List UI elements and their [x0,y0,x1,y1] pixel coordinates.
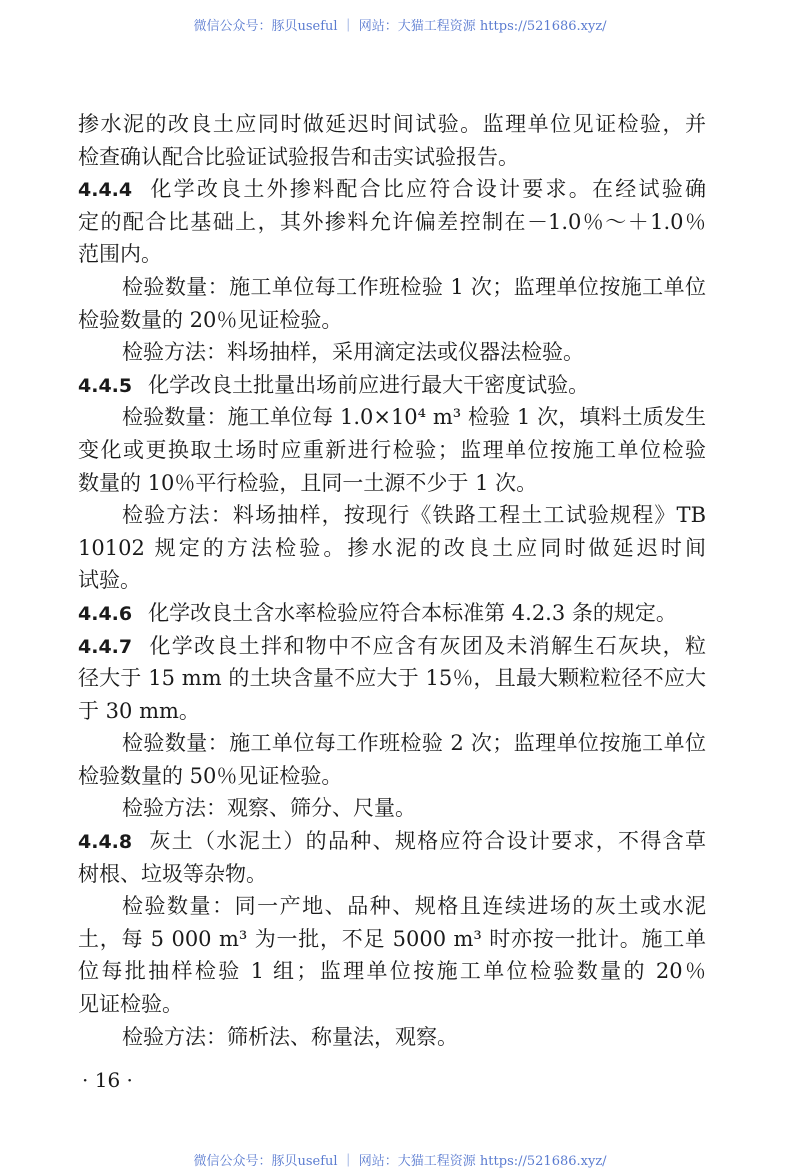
line-text: 试验。 [78,568,141,593]
paragraph [78,1021,706,1054]
text-line [78,727,706,760]
paragraph [78,890,706,1020]
line-text: 定的配合比基础上，其外掺料允许偏差控制在－1.0％～＋1.0％ [78,209,706,234]
clause-number: 4.4.5 [78,374,133,397]
text-line [78,988,706,1021]
paragraph [78,271,706,336]
line-text: 检验数量：施工单位每 1.0×10⁴ m³ 检验 1 次，填料土质发生 [122,405,706,430]
document-body [78,108,706,1053]
line-text: 检验数量：同一产地、品种、规格且连续进场的灰土或水泥 [122,894,706,919]
paragraph [78,792,706,825]
clause-4-4-5 [78,369,706,402]
clause-4-4-4 [78,173,706,271]
line-text: 树根、垃圾等杂物。 [78,861,267,886]
header-watermark: 微信公众号：豚贝useful ｜ 网站：大猫工程资源 https://521686.xyz/ [193,19,607,34]
text-line [78,825,706,858]
text-line [78,564,706,597]
clause-number: 4.4.4 [78,179,133,202]
line-text: 化学改良土批量出场前应进行最大干密度试验。 [148,372,590,397]
line-text: 检验数量：施工单位每工作班检验 1 次；监理单位按施工单位 [122,274,706,299]
text-line [78,499,706,532]
line-text: 土，每 5 000 m³ 为一批，不足 5000 m³ 时亦按一批计。施工单 [78,926,706,951]
clause-4-4-6 [78,597,706,630]
line-text: 范围内。 [78,242,162,267]
page-number: · 16 · [82,1068,133,1092]
clause-number: 4.4.8 [78,831,133,854]
clause-number: 4.4.6 [78,602,133,625]
clause-4-4-8 [78,825,706,890]
line-text: 检验方法：筛析法、称量法，观察。 [122,1024,458,1049]
text-line [78,206,706,239]
text-line [78,890,706,923]
clause-number: 4.4.7 [78,635,133,658]
line-text: 10102 规定的方法检验。掺水泥的改良土应同时做延迟时间 [78,535,706,560]
text-line [78,792,706,825]
line-text: 灰土（水泥土）的品种、规格应符合设计要求，不得含草 [148,829,706,854]
text-line [78,271,706,304]
text-line [78,1021,706,1054]
paragraph [78,336,706,369]
line-text: 检验数量的 20％见证检验。 [78,307,343,332]
line-text: 变化或更换取土场时应重新进行检验；监理单位按施工单位检验 [78,437,706,462]
text-line [78,238,706,271]
text-line [78,597,706,630]
line-text: 于 30 mm。 [78,698,200,723]
line-text: 检查确认配合比验证试验报告和击实试验报告。 [78,144,519,169]
text-line [78,304,706,337]
text-line [78,467,706,500]
line-text: 检验数量的 50％见证检验。 [78,763,343,788]
footer-watermark: 微信公众号：豚贝useful ｜ 网站：大猫工程资源 https://521686.xyz/ [193,1154,607,1169]
text-line [78,630,706,663]
text-line [78,401,706,434]
text-line [78,108,706,141]
line-text: 掺水泥的改良土应同时做延迟时间试验。监理单位见证检验，并 [78,112,706,136]
line-text: 检验数量：施工单位每工作班检验 2 次；监理单位按施工单位 [122,731,706,756]
line-text: 化学改良土含水率检验应符合本标准第 4.2.3 条的规定。 [148,600,677,625]
text-line [78,760,706,793]
line-text: 见证检验。 [78,992,183,1017]
paragraph [78,401,706,499]
line-text: 径大于 15 mm 的土块含量不应大于 15％，且最大颗粒粒径不应大 [78,666,706,691]
line-text: 位每批抽样检验 1 组；监理单位按施工单位检验数量的 20％ [78,959,706,984]
paragraph [78,727,706,792]
text-line [78,173,706,206]
text-line [78,141,706,174]
text-line [78,434,706,467]
text-line [78,695,706,728]
text-line [78,336,706,369]
line-text: 检验方法：料场抽样，采用滴定法或仪器法检验。 [122,340,584,365]
text-line [78,858,706,891]
line-text: 化学改良土拌和物中不应含有灰团及未消解生石灰块，粒 [148,633,706,658]
line-text: 检验方法：观察、筛分、尺量。 [122,796,416,821]
text-line [78,369,706,402]
line-text: 数量的 10％平行检验，且同一土源不少于 1 次。 [78,470,538,495]
text-line [78,662,706,695]
paragraph [78,108,706,173]
text-line [78,923,706,956]
line-text: 检验方法：料场抽样，按现行《铁路工程土工试验规程》TB [122,503,706,528]
text-line [78,532,706,565]
clause-4-4-7 [78,630,706,728]
line-text: 化学改良土外掺料配合比应符合设计要求。在经试验确 [148,177,706,202]
text-line [78,955,706,988]
paragraph [78,499,706,597]
